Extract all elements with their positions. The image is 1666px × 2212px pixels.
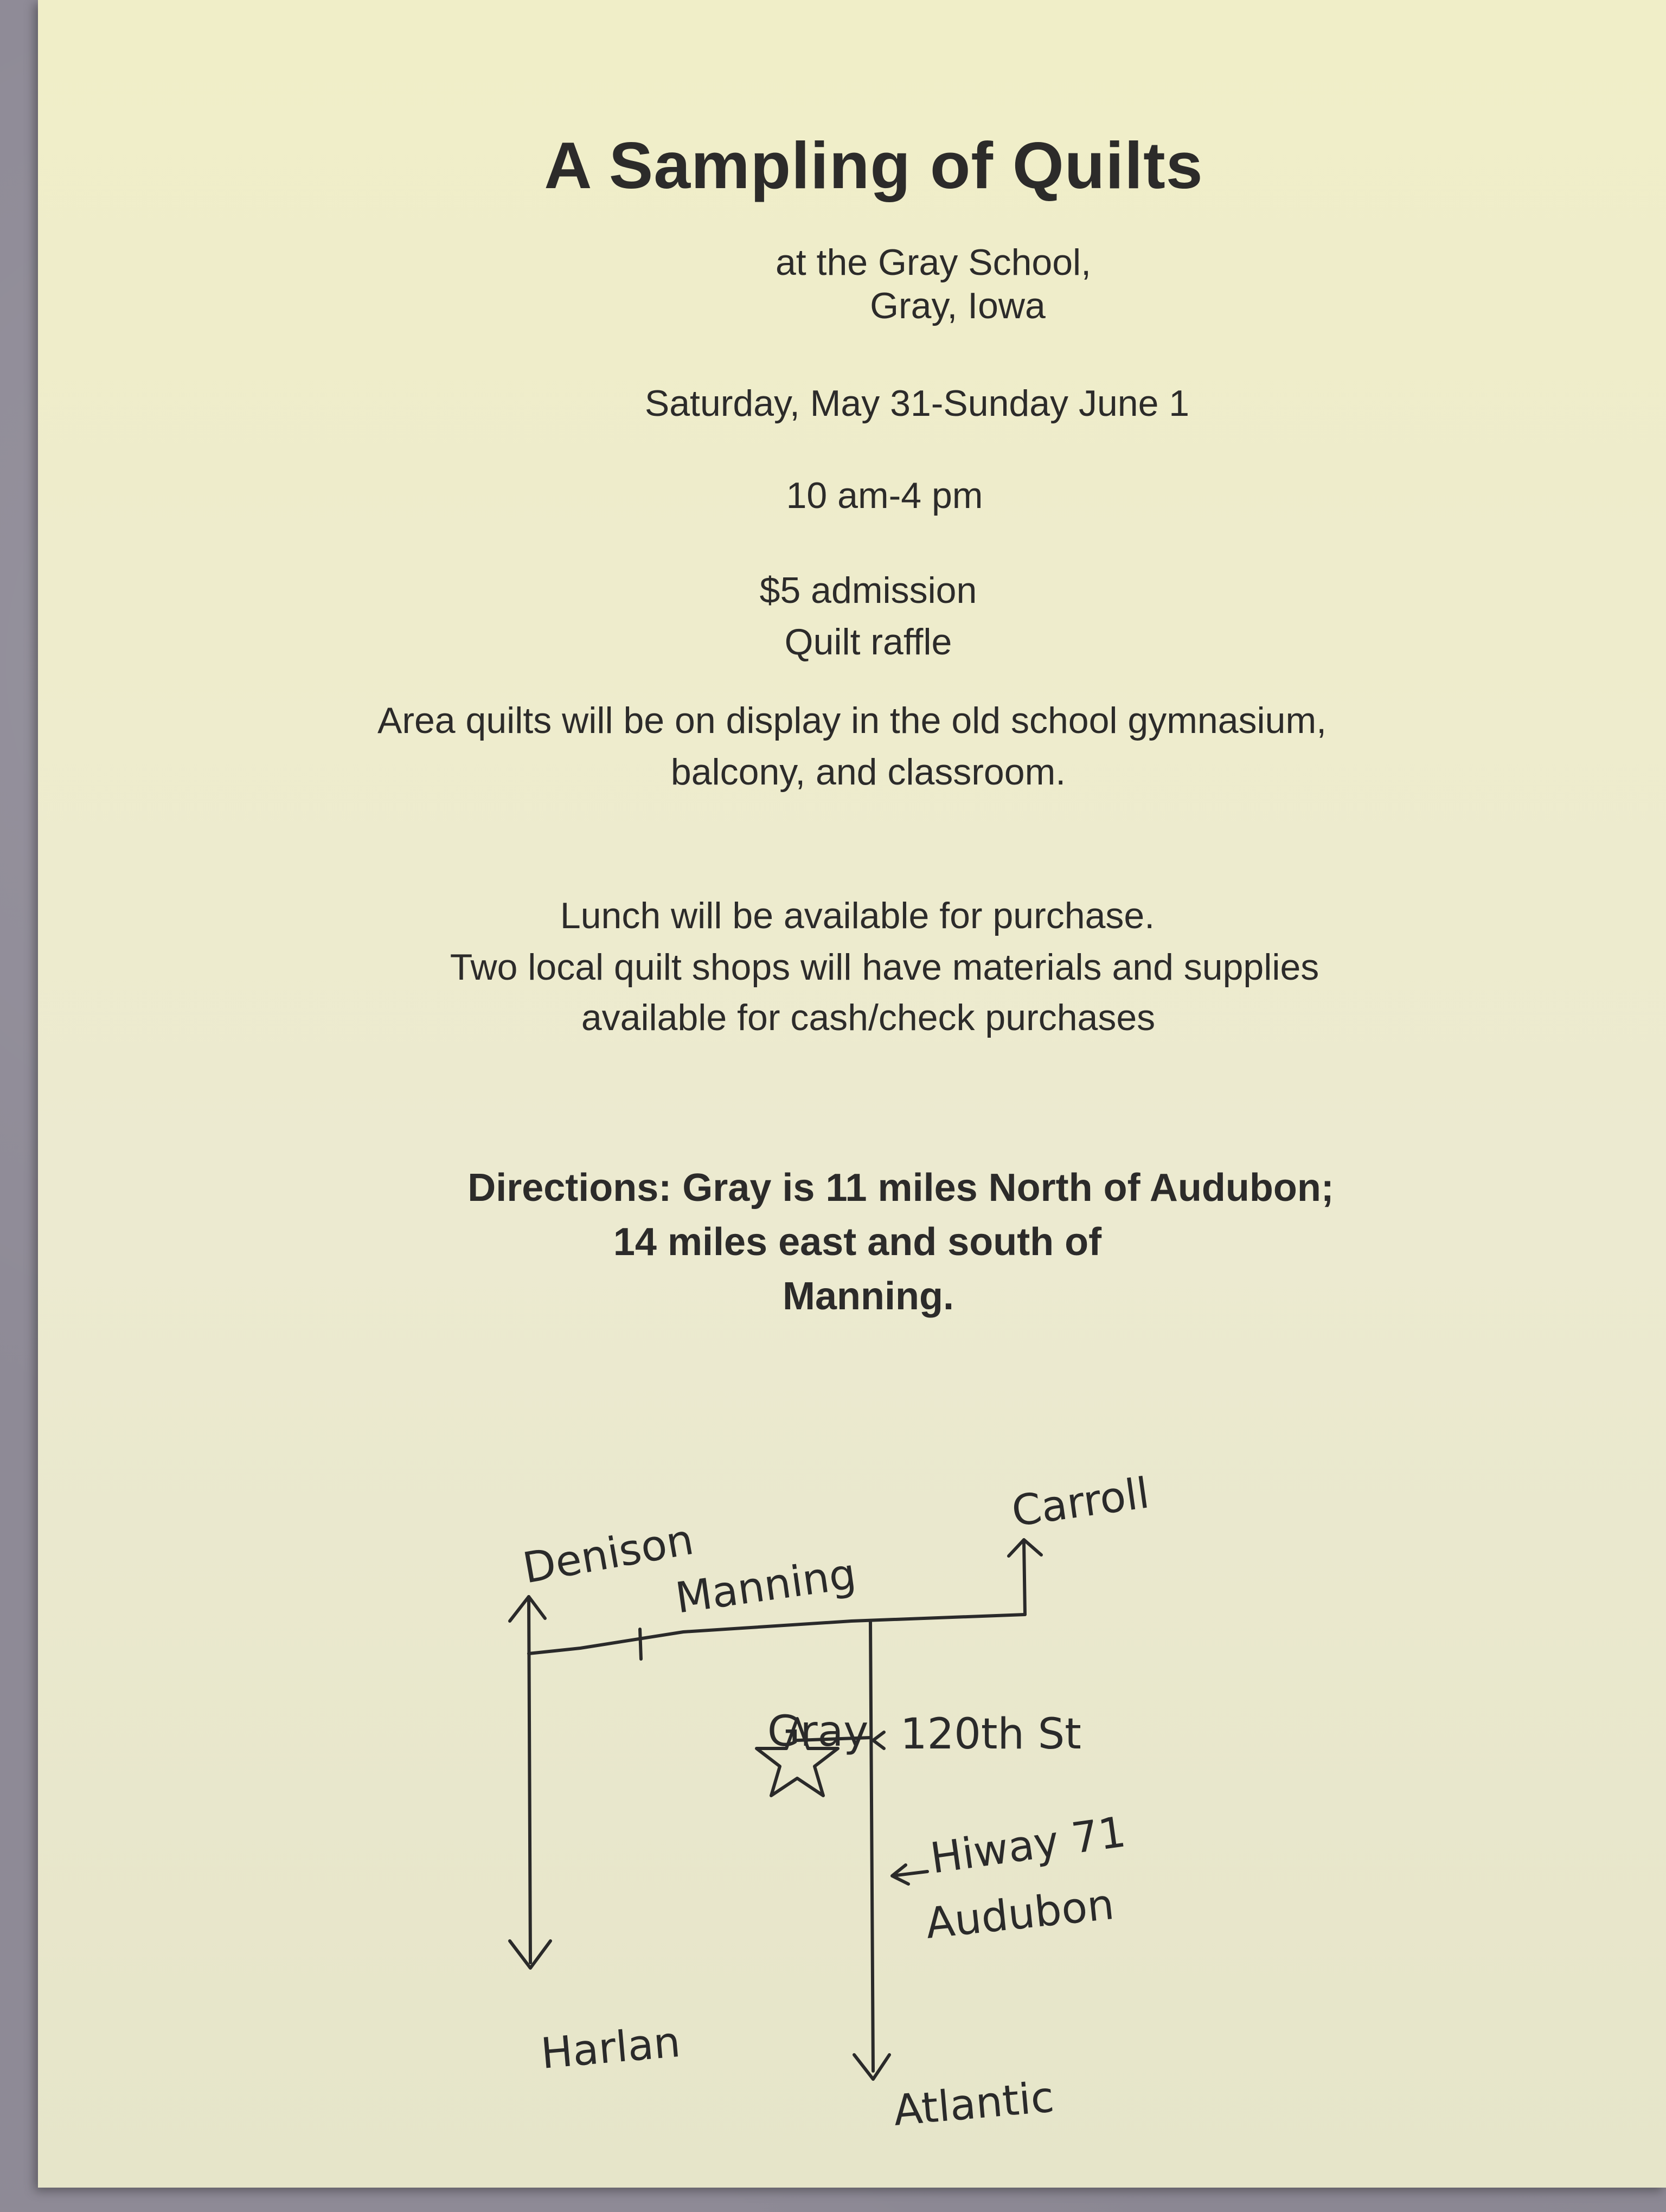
directions-line-1: Directions: Gray is 11 miles North of Audubon;	[467, 1166, 1334, 1210]
street-120th-road	[797, 1738, 870, 1740]
map-label-manning: Manning	[672, 1549, 859, 1623]
denison-arrow	[510, 1597, 545, 1621]
map-label-atlantic: Atlantic	[891, 2073, 1056, 2136]
flyer-title: A Sampling of Quilts	[544, 128, 1203, 202]
directions-line-2: 14 miles east and south of	[613, 1220, 1102, 1264]
venue-line-2: Gray, Iowa	[870, 285, 1046, 326]
admission-price: $5 admission	[759, 570, 977, 611]
shops-info-line-1: Two local quilt shops will have materials and supplies	[450, 947, 1319, 988]
quilt-raffle: Quilt raffle	[784, 621, 952, 663]
main-east-west-road	[529, 1615, 1025, 1654]
carroll-arrow	[1009, 1540, 1041, 1556]
manning-tick	[640, 1629, 641, 1659]
map-label-120th-st: 120th St	[900, 1710, 1081, 1759]
map-label-carroll: Carroll	[1009, 1469, 1152, 1536]
map-label-audubon: Audubon	[923, 1880, 1117, 1949]
highway-71-road	[870, 1621, 873, 2071]
west-north-south-road	[529, 1597, 530, 1963]
venue-line-1: at the Gray School,	[775, 242, 1092, 283]
map-label-hiway-71: Hiway 71	[927, 1808, 1129, 1883]
lunch-info: Lunch will be available for purchase.	[560, 895, 1155, 936]
map-label-denison: Denison	[519, 1515, 697, 1593]
harlan-arrow	[510, 1941, 550, 1968]
hand-drawn-map	[38, 0, 1666, 2188]
quilt-show-flyer	[38, 0, 1666, 2188]
highway-pointer-arrow	[892, 1865, 927, 1884]
event-dates: Saturday, May 31-Sunday June 1	[644, 383, 1190, 424]
shops-info-line-2: available for cash/check purchases	[581, 997, 1156, 1038]
directions-line-3: Manning.	[783, 1275, 954, 1318]
atlantic-arrow	[854, 2055, 889, 2079]
map-label-harlan: Harlan	[539, 2017, 683, 2079]
display-info-line-2: balcony, and classroom.	[670, 751, 1066, 793]
street-arrow	[873, 1732, 884, 1748]
gray-star-icon	[757, 1719, 838, 1796]
carroll-road	[1024, 1542, 1025, 1615]
event-hours: 10 am-4 pm	[786, 475, 983, 516]
display-info-line-1: Area quilts will be on display in the old school gymnasium,	[377, 700, 1327, 741]
map-label-gray: Gray	[767, 1707, 869, 1756]
